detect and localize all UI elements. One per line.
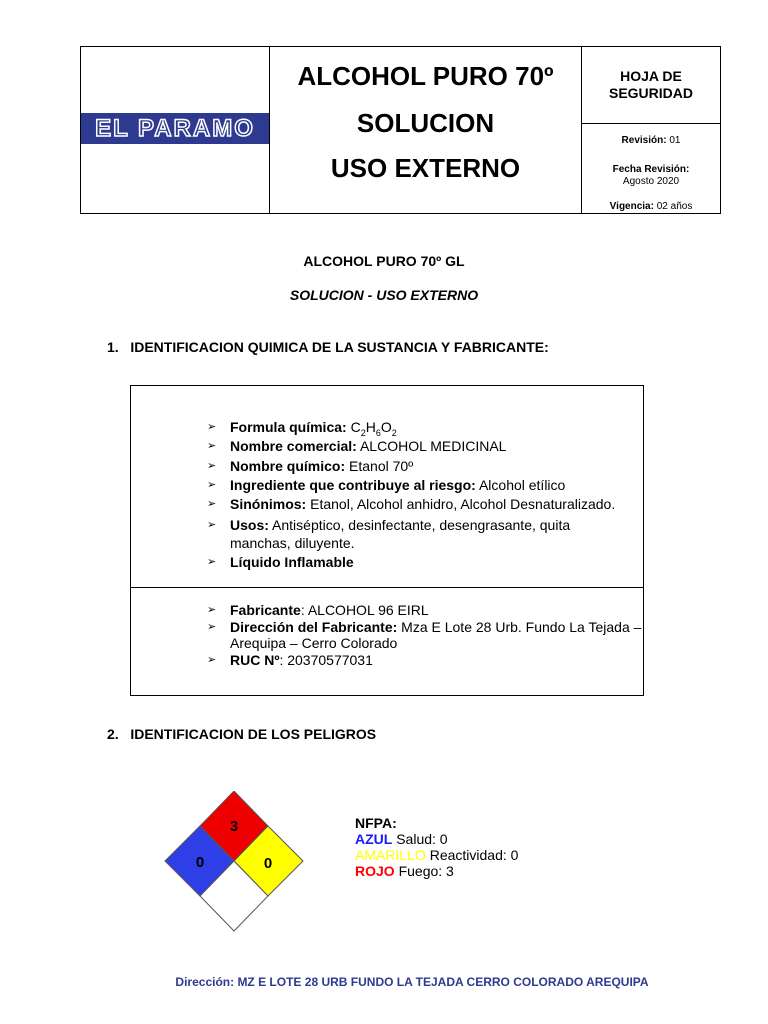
list-item-synonyms	[207, 496, 616, 513]
company-logo	[81, 113, 269, 144]
section-2-heading: 2. IDENTIFICACION DE LOS PELIGROS	[107, 726, 377, 742]
footer-address: Dirección: MZ E LOTE 28 URB FUNDO LA TEJADA CERRO COLORADO AREQUIPA	[175, 975, 649, 989]
nfpa-reactivity-value: 0	[263, 855, 273, 872]
nfpa-health-text: Salud: 0	[392, 831, 448, 847]
box-divider	[131, 587, 643, 588]
formula-value	[350, 419, 397, 438]
nfpa-legend-fire	[355, 863, 518, 879]
formula-sub-2b: 2	[391, 427, 397, 438]
item-label: Usos:	[230, 517, 269, 533]
arrow-bullet-icon: ➢	[207, 421, 217, 433]
fecha-revision	[582, 164, 720, 188]
doc-title-line-2: SOLUCION	[356, 108, 495, 138]
nfpa-fire-text: Fuego: 3	[394, 863, 454, 879]
nfpa-title: NFPA:	[355, 815, 397, 831]
arrow-bullet-icon: ➢	[207, 654, 217, 666]
nfpa-legend-reactivity	[355, 847, 518, 863]
title-cell	[270, 47, 582, 213]
header-table	[80, 46, 721, 214]
item-label: Líquido Inflamable	[230, 554, 354, 570]
nfpa-fire-value: 3	[229, 818, 239, 835]
item-label: Ingrediente que contribuye al riesgo:	[230, 477, 476, 493]
list-item-risk-ingredient	[207, 477, 566, 494]
formula-sub-6: 6	[375, 427, 381, 438]
list-item-maker-address	[207, 619, 642, 636]
nfpa-legend-health	[355, 831, 518, 847]
item-label: Sinónimos:	[230, 496, 307, 512]
item-label: Formula química:	[230, 419, 347, 435]
formula-sub-2: 2	[360, 427, 366, 438]
fecha-value: Agosto 2020	[622, 176, 680, 187]
arrow-bullet-icon: ➢	[207, 519, 217, 531]
doc-title-line-1: ALCOHOL PURO 70º	[297, 61, 554, 91]
item-value: : ALCOHOL 96 EIRL	[300, 602, 429, 618]
arrow-bullet-icon: ➢	[207, 460, 217, 472]
item-label: Nombre químico:	[230, 458, 346, 474]
subtitle-2: SOLUCION - USO EXTERNO	[289, 287, 479, 303]
revision-value: 01	[669, 135, 681, 146]
color-word-red: ROJO	[355, 863, 395, 879]
nfpa-diamond	[163, 791, 305, 933]
formula-c: C	[350, 419, 361, 435]
item-value: Antiséptico, desinfectante, desengrasante, quita	[272, 517, 571, 533]
item-value: Etanol 70º	[349, 458, 414, 474]
item-value-cont: Arequipa – Cerro Colorado	[230, 635, 398, 651]
formula-h: H	[365, 419, 376, 435]
item-value-cont: manchas, diluyente.	[230, 535, 355, 551]
nfpa-legend	[355, 815, 518, 879]
item-label: RUC Nº	[230, 652, 280, 668]
revision	[582, 135, 720, 147]
arrow-bullet-icon: ➢	[207, 621, 217, 633]
arrow-bullet-icon: ➢	[207, 498, 217, 510]
fecha-label: Fecha Revisión:	[612, 164, 690, 175]
item-value: ALCOHOL MEDICINAL	[359, 438, 507, 454]
list-item-manufacturer	[207, 602, 429, 619]
logo-text: EL PARAMO	[95, 114, 255, 142]
list-item-chemical-name	[207, 458, 414, 475]
item-label: Fabricante	[230, 602, 301, 618]
item-label: Nombre comercial:	[230, 438, 357, 454]
vigencia-value: 02 años	[656, 201, 693, 212]
formula-o: O	[380, 419, 392, 435]
arrow-bullet-icon: ➢	[207, 604, 217, 616]
section-1-heading: 1. IDENTIFICACION QUIMICA DE LA SUSTANCIA Y FABRICANTE:	[107, 339, 549, 355]
list-item-ruc	[207, 652, 373, 669]
doc-type	[582, 47, 720, 124]
doc-title-line-3: USO EXTERNO	[330, 153, 521, 183]
revision-label: Revisión:	[621, 135, 667, 146]
list-item-maker-address-cont	[230, 635, 397, 652]
doc-type-text: HOJA DE SEGURIDAD	[608, 68, 693, 101]
list-item-uses	[207, 517, 571, 534]
item-label: Dirección del Fabricante:	[230, 619, 398, 635]
arrow-bullet-icon: ➢	[207, 556, 217, 568]
revision-cell	[582, 47, 720, 213]
item-value: : 20370577031	[279, 652, 373, 668]
item-value: Etanol, Alcohol anhidro, Alcohol Desnaturalizado.	[310, 496, 616, 512]
nfpa-reactivity-text: Reactividad: 0	[425, 847, 519, 863]
list-item-flammable	[207, 554, 354, 571]
vigencia	[582, 201, 720, 213]
nfpa-health-value: 0	[195, 854, 205, 871]
arrow-bullet-icon: ➢	[207, 479, 217, 491]
color-word-blue: AZUL	[355, 831, 393, 847]
arrow-bullet-icon: ➢	[207, 440, 217, 452]
item-value: Mza E Lote 28 Urb. Fundo La Tejada –	[401, 619, 642, 635]
color-word-yellow: AMARILLO	[355, 847, 426, 863]
list-item-uses-cont	[230, 535, 355, 552]
vigencia-label: Vigencia:	[609, 201, 654, 212]
item-value: Alcohol etílico	[478, 477, 566, 493]
logo-cell	[81, 47, 270, 213]
subtitle-1: ALCOHOL PURO 70º GL	[303, 253, 465, 269]
list-item-commercial-name	[207, 438, 507, 455]
